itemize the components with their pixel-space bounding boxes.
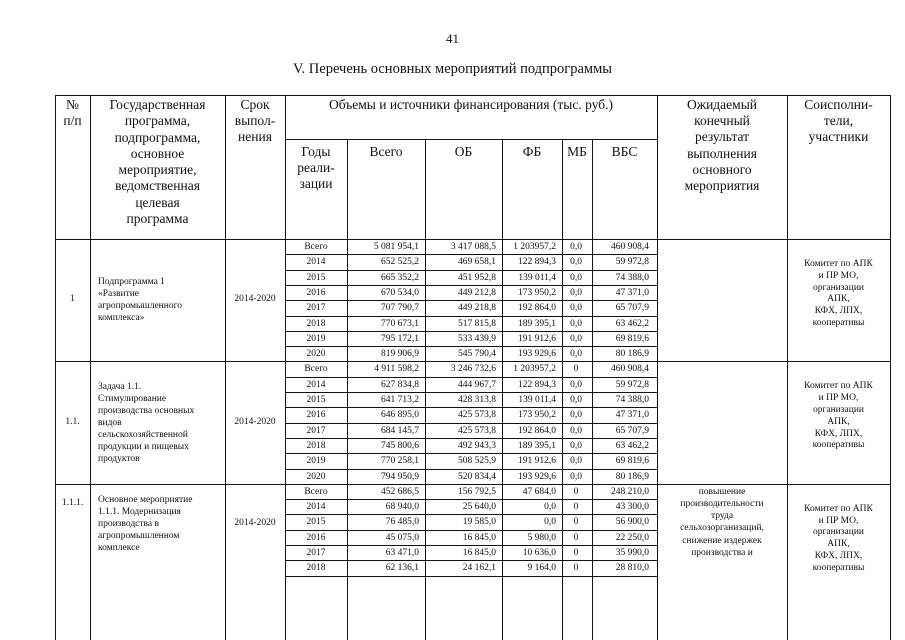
header-mb: МБ	[567, 144, 587, 159]
cell-vbs: 65 707,9	[615, 303, 649, 314]
cell-vbs: 43 300,0	[615, 502, 649, 513]
cell-mb: 0,0	[570, 272, 582, 283]
block-partners: Комитет по АПК и ПР МО, организации АПК, КФХ, ЛПХ, кооперативы	[804, 381, 873, 451]
cell-year: 2014	[306, 379, 326, 390]
block-number: 1.1.	[65, 416, 80, 427]
cell-total: 627 834,8	[381, 379, 419, 390]
cell-fb: 0,0	[544, 502, 556, 513]
cell-year: 2018	[306, 440, 326, 451]
border-partners	[787, 95, 788, 640]
cell-mb: 0,0	[570, 333, 582, 344]
cell-vbs: 74 388,0	[615, 395, 649, 405]
cell-vbs: 248 210,0	[611, 486, 649, 497]
block-name: Задача 1.1. Стимулирование производства основных видов сельскохозяйственной продукции и пищевых продуктов	[98, 381, 195, 464]
cell-vbs: 22 250,0	[615, 532, 649, 543]
cell-fb: 122 894,3	[518, 379, 556, 390]
cell-vbs: 35 990,0	[615, 548, 649, 558]
cell-year: Всего	[304, 364, 328, 375]
cell-total: 452 686,5	[381, 486, 419, 497]
cell-total: 795 172,1	[381, 333, 419, 344]
header-total: Всего	[369, 144, 403, 159]
cell-vbs: 460 908,4	[611, 364, 649, 375]
cell-vbs: 47 371,0	[615, 287, 649, 298]
cell-total: 665 352,2	[381, 272, 419, 283]
block-result: повышение производительности труда сельхозорганизаций, снижение издержек производства и	[680, 486, 764, 558]
cell-total: 770 258,1	[381, 456, 419, 467]
block-number: 1.1.1.	[61, 497, 84, 508]
cell-mb: 0	[573, 563, 579, 574]
cell-mb: 0,0	[570, 440, 582, 451]
border-finance-col	[425, 139, 426, 640]
header-finance: Объемы и источники финансирования (тыс. руб.)	[328, 97, 614, 112]
block-number: 1	[70, 294, 75, 305]
cell-ob: 16 845,0	[462, 548, 496, 558]
cell-fb: 9 164,0	[527, 563, 556, 574]
cell-total: 5 081 954,1	[373, 242, 419, 252]
border-term	[225, 95, 226, 640]
cell-fb: 10 636,0	[522, 548, 556, 558]
header-fb: ФБ	[522, 144, 542, 159]
border-finance-col	[347, 139, 348, 640]
cell-year: 2014	[306, 502, 326, 513]
cell-mb: 0	[573, 486, 579, 497]
cell-ob: 19 585,0	[462, 517, 496, 528]
cell-ob: 156 792,5	[458, 486, 496, 497]
cell-total: 641 713,2	[381, 395, 419, 405]
cell-ob: 24 162,1	[462, 563, 496, 574]
cell-fb: 122 894,3	[518, 257, 556, 268]
cell-ob: 469 658,1	[458, 257, 496, 268]
cell-year: 2019	[306, 333, 326, 344]
cell-fb: 139 011,4	[518, 272, 556, 283]
cell-year: 2016	[306, 410, 326, 421]
cell-vbs: 63 462,2	[615, 440, 649, 451]
cell-fb: 191 912,6	[518, 456, 556, 467]
cell-total: 4 911 598,2	[374, 364, 419, 375]
cell-ob: 520 834,4	[458, 471, 496, 482]
cell-fb: 173 950,2	[518, 410, 556, 421]
cell-year: 2017	[306, 303, 326, 314]
cell-mb: 0	[573, 502, 579, 513]
cell-total: 707 790,7	[381, 303, 419, 314]
cell-vbs: 65 707,9	[615, 425, 649, 436]
cell-vbs: 80 186,9	[615, 349, 649, 360]
cell-year: 2018	[306, 318, 326, 329]
header-ob: ОБ	[454, 144, 473, 159]
cell-ob: 545 790,4	[458, 349, 496, 360]
cell-total: 652 525,2	[381, 257, 419, 268]
cell-vbs: 59 972,8	[615, 379, 649, 390]
cell-vbs: 28 810,0	[615, 563, 649, 574]
cell-ob: 3 417 088,5	[450, 242, 496, 252]
cell-year: 2019	[306, 456, 326, 467]
border-finance-col	[592, 139, 593, 640]
cell-mb: 0,0	[570, 318, 582, 329]
table-top-border	[55, 95, 891, 96]
border-years	[285, 95, 286, 640]
cell-year: 2015	[306, 395, 326, 405]
cell-ob: 3 246 732,6	[450, 364, 496, 375]
cell-ob: 449 212,8	[458, 287, 496, 298]
cell-total: 819 906,9	[381, 349, 419, 360]
header-term: Срок выпол- нения	[234, 97, 276, 145]
cell-total: 770 673,1	[381, 318, 419, 329]
block-partners: Комитет по АПК и ПР МО, организации АПК, КФХ, ЛПХ, кооперативы	[804, 259, 873, 328]
cell-year: 2017	[306, 548, 326, 558]
cell-fb: 189 395,1	[518, 440, 556, 451]
cell-mb: 0,0	[570, 456, 582, 467]
border-finance-col	[562, 139, 563, 640]
cell-total: 745 800,6	[381, 440, 419, 451]
block-partners: Комитет по АПК и ПР МО, организации АПК, КФХ, ЛПХ, кооперативы	[804, 503, 873, 573]
cell-mb: 0,0	[570, 287, 582, 298]
cell-mb: 0	[573, 548, 579, 558]
cell-fb: 139 011,4	[518, 395, 556, 405]
cell-total: 794 950,9	[381, 471, 419, 482]
cell-fb: 189 395,1	[518, 318, 556, 329]
cell-fb: 191 912,6	[518, 333, 556, 344]
cell-mb: 0,0	[570, 242, 582, 252]
cell-vbs: 59 972,8	[615, 257, 649, 268]
cell-year: 2016	[306, 532, 326, 543]
cell-ob: 533 439,9	[458, 333, 496, 344]
cell-ob: 16 845,0	[462, 532, 496, 543]
cell-ob: 425 573,8	[458, 425, 496, 436]
cell-total: 63 471,0	[385, 548, 419, 558]
cell-ob: 492 943,3	[458, 440, 496, 451]
cell-mb: 0,0	[570, 379, 582, 390]
cell-fb: 192 864,0	[518, 303, 556, 314]
finance-subheader-border	[285, 139, 658, 140]
cell-year: 2020	[306, 471, 326, 482]
cell-total: 68 940,0	[385, 502, 419, 513]
cell-fb: 1 203957,2	[513, 364, 556, 375]
cell-year: 2015	[306, 272, 326, 283]
cell-fb: 1 203957,2	[513, 242, 556, 252]
cell-year: 2016	[306, 287, 326, 298]
cell-year: 2020	[306, 349, 326, 360]
header-program: Государственная программа, подпрограмма, основное мероприятие, ведомственная целевая программа	[109, 97, 206, 227]
cell-mb: 0	[573, 364, 579, 375]
cell-year: 2014	[306, 257, 326, 268]
cell-mb: 0,0	[570, 257, 582, 268]
border-left	[55, 95, 56, 640]
cell-mb: 0,0	[570, 303, 582, 314]
cell-vbs: 74 388,0	[615, 272, 649, 283]
cell-total: 646 895,0	[381, 410, 419, 421]
cell-fb: 192 864,0	[518, 425, 556, 436]
cell-total: 670 534,0	[381, 287, 419, 298]
cell-vbs: 47 371,0	[615, 410, 649, 421]
block-term: 2014-2020	[234, 416, 276, 427]
border-right	[890, 95, 891, 640]
cell-total: 684 145,7	[381, 425, 419, 436]
page-number: 41	[446, 31, 459, 46]
row-border	[285, 576, 658, 577]
cell-fb: 5 980,0	[527, 532, 556, 543]
block-term: 2014-2020	[234, 294, 276, 305]
cell-mb: 0,0	[570, 395, 582, 405]
header-vbs: ВБС	[611, 144, 638, 159]
cell-mb: 0	[573, 532, 579, 543]
cell-fb: 0,0	[544, 517, 556, 528]
header-years: Годы реали- зации	[297, 144, 335, 192]
cell-year: 2017	[306, 425, 326, 436]
cell-ob: 425 573,8	[458, 410, 496, 421]
cell-fb: 173 950,2	[518, 287, 556, 298]
cell-mb: 0,0	[570, 425, 582, 436]
cell-vbs: 69 819,6	[615, 333, 649, 344]
cell-ob: 25 640,0	[462, 502, 496, 513]
border-result	[657, 95, 658, 640]
cell-vbs: 56 900,0	[615, 517, 649, 528]
cell-ob: 451 952,8	[458, 272, 496, 283]
cell-vbs: 460 908,4	[611, 242, 649, 252]
cell-total: 45 075,0	[385, 532, 419, 543]
page-title: V. Перечень основных мероприятий подпрограммы	[292, 61, 613, 77]
header-partners: Соисполни- тели, участники	[804, 97, 873, 145]
cell-total: 76 485,0	[385, 517, 419, 528]
block-term: 2014-2020	[234, 517, 276, 528]
cell-ob: 517 815,8	[458, 318, 496, 329]
cell-ob: 508 525,9	[458, 456, 496, 467]
cell-year: Всего	[304, 242, 328, 252]
cell-ob: 449 218,8	[458, 303, 496, 314]
header-no: № п/п	[63, 97, 82, 129]
cell-fb: 193 929,6	[518, 471, 556, 482]
cell-vbs: 80 186,9	[615, 471, 649, 482]
cell-vbs: 63 462,2	[615, 318, 649, 329]
header-result: Ожидаемый конечный результат выполнения основного мероприятия	[684, 97, 760, 194]
cell-ob: 428 313,8	[458, 395, 496, 405]
cell-year: 2018	[306, 563, 326, 574]
cell-mb: 0,0	[570, 349, 582, 360]
cell-mb: 0	[573, 517, 579, 528]
cell-vbs: 69 819,6	[615, 456, 649, 467]
cell-mb: 0,0	[570, 410, 582, 421]
cell-year: 2015	[306, 517, 326, 528]
cell-year: Всего	[304, 486, 328, 497]
cell-fb: 193 929,6	[518, 349, 556, 360]
border-finance-col	[502, 139, 503, 640]
cell-fb: 47 684,0	[522, 486, 556, 497]
cell-mb: 0,0	[570, 471, 582, 482]
block-name: Подпрограмма 1 «Развитие агропромышленного комплекса»	[98, 277, 183, 324]
block-name: Основное мероприятие 1.1.1. Модернизация производства в агропромышленном комплексе	[98, 494, 193, 553]
cell-total: 62 136,1	[385, 563, 419, 574]
cell-ob: 444 967,7	[458, 379, 496, 390]
border-program	[90, 95, 91, 640]
